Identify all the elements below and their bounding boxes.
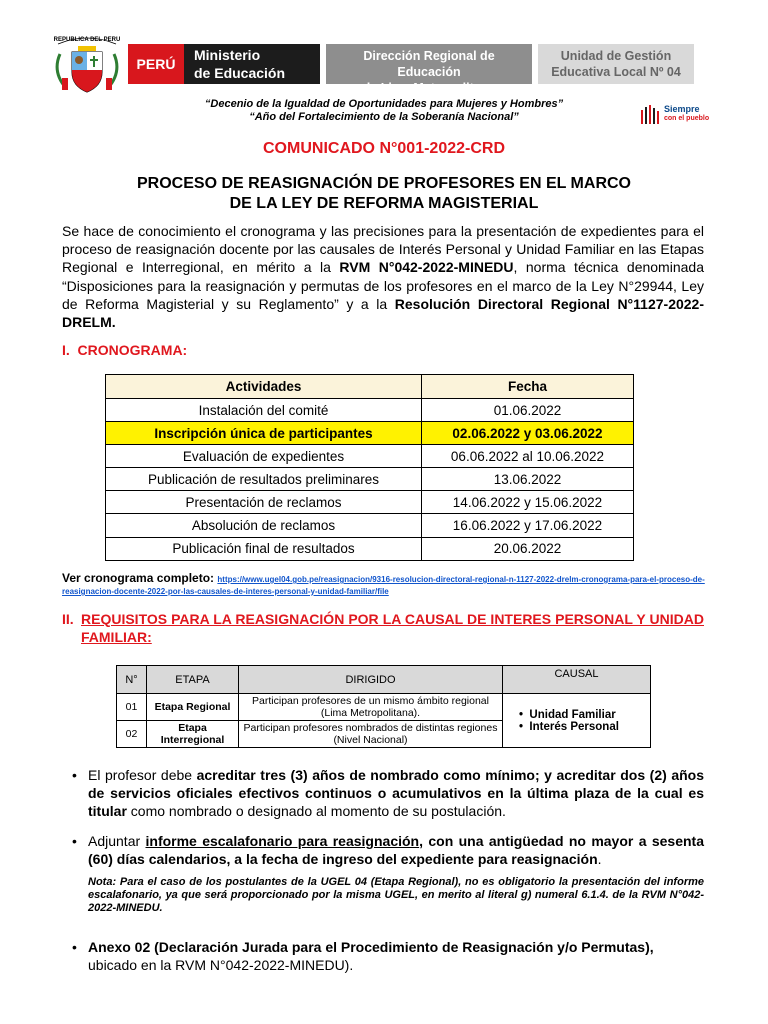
- bullet-text: El profesor debe: [88, 767, 197, 783]
- ugel-line1: Unidad de Gestión: [560, 49, 672, 63]
- table-row: [106, 514, 634, 537]
- nota-ugel04: Nota: Para el caso de los postulantes de la UGEL 04 (Etapa Regional), no es obligatorio la presentación del informe escalafonario, ya que será proporcionado por la misma UGEL, en merito al literal g) numeral 6.1.4. de la RVM N°042-2022-MINEDU.: [88, 876, 704, 914]
- comunicado-number: COMUNICADO N°001-2022-CRD: [263, 140, 505, 157]
- activity-cell: Inscripción única de participantes: [106, 422, 422, 445]
- row-dirigido: Participan profesores nombrados de distintas regiones (Nivel Nacional): [239, 721, 503, 748]
- bullet-icon: •: [72, 767, 77, 783]
- bullet-bold: Anexo 02 (Declaración Jurada para el Procedimiento de Reasignación y/o Permutas),: [88, 939, 654, 955]
- bullet-text: como nombrado o designado al momento de su postulación.: [126, 803, 506, 819]
- bullet-icon: •: [72, 939, 77, 955]
- row-number: 02: [117, 721, 147, 748]
- row-dirigido: Participan profesores de un mismo ámbito regional (Lima Metropolitana).: [239, 694, 503, 721]
- siempre-line1: Siempre: [664, 104, 700, 114]
- col-header: CAUSAL: [503, 666, 651, 694]
- ugel-brand: [538, 44, 694, 84]
- col-header: Fecha: [422, 375, 634, 399]
- table-header-row: [117, 666, 651, 694]
- ministry-brand: [184, 44, 320, 84]
- section2-number: II.: [62, 611, 74, 627]
- bullet-text: Adjuntar: [88, 833, 146, 849]
- intro-paragraph: [62, 222, 704, 331]
- bullet-bold-underlined: informe escalafonario para reasignación: [145, 833, 420, 849]
- requisito-antiguedad: [62, 766, 704, 820]
- ver-cronograma-label: Ver cronograma completo:: [62, 571, 215, 585]
- drelm-line1: Dirección Regional de Educación: [363, 49, 495, 79]
- intro-text-2: , norma técnica denominada “Disposiciones para la reasignación y permutas de los profesores en el marco de la Ley N°29944, Ley de Reforma Magisterial y su Reglamento” y a la: [62, 259, 704, 312]
- siempre-line2: con el pueblo: [664, 115, 710, 122]
- col-header: DIRIGIDO: [239, 666, 503, 694]
- table-row: [106, 468, 634, 491]
- bullet-icon: •: [519, 708, 524, 721]
- causal-item: [519, 721, 647, 733]
- date-cell: 13.06.2022: [422, 468, 634, 491]
- col-header: N°: [117, 666, 147, 694]
- ministry-line1: Ministerio: [194, 47, 261, 63]
- table-row: [106, 422, 634, 445]
- bullet-bold: acreditar tres (3) años de nombrado como mínimo; y acreditar dos (2) años de servicios oficiales efectivos continuos o acumulativos en la última plaza de la cual es titular: [88, 767, 704, 819]
- activity-cell: Publicación final de resultados: [106, 537, 422, 560]
- causal-label: Interés Personal: [529, 720, 619, 733]
- decenio-line2: “Año del Fortalecimiento de la Soberanía Nacional”: [249, 111, 519, 123]
- date-cell: 16.06.2022 y 17.06.2022: [422, 514, 634, 537]
- cronograma-table: [105, 374, 634, 561]
- cronograma-link[interactable]: https://www.ugel04.gob.pe/reasignacion/9316-resolucion-directoral-regional-n-1127-2022-drelm-cronograma-para-el-proceso-de-reasignacion-docente-2022-por-las-causales-de-interes-personal-y-unidad-familiar/file: [62, 575, 705, 596]
- table-row: [106, 537, 634, 560]
- col-header: Actividades: [106, 375, 422, 399]
- letterhead: [52, 30, 712, 98]
- col-header: ETAPA: [147, 666, 239, 694]
- date-cell: 02.06.2022 y 03.06.2022: [422, 422, 634, 445]
- peru-brand: PERÚ: [128, 44, 184, 84]
- activity-cell: Evaluación de expedientes: [106, 445, 422, 468]
- row-etapa: Etapa Interregional: [147, 721, 239, 748]
- table-row: [117, 694, 651, 721]
- activity-cell: Publicación de resultados preliminares: [106, 468, 422, 491]
- intro-rvm: RVM N°042-2022-MINEDU: [339, 259, 514, 276]
- date-cell: 06.06.2022 al 10.06.2022: [422, 445, 634, 468]
- intro-text-1: Se hace de conocimiento el cronograma y las precisiones para la presentación de expedientes para el proceso de reasignación docente por las causales de Interés Personal y Unidad Familiar en las Etapas Regional e Interregional, en mérito a la: [62, 223, 704, 276]
- row-etapa: Etapa Regional: [147, 694, 239, 721]
- bullet-text: .: [597, 851, 602, 867]
- drelm-line2: de Lima Metropolitana: [362, 81, 496, 95]
- section-cronograma-heading: I. CRONOGRAMA:: [62, 342, 188, 358]
- shield-text: REPUBLICA DEL PERU: [53, 37, 121, 43]
- date-cell: 14.06.2022 y 15.06.2022: [422, 491, 634, 514]
- bullet-text: ubicado en la RVM N°042-2022-MINEDU).: [88, 957, 354, 973]
- peru-coat-of-arms-icon: [52, 32, 122, 96]
- table-row: [106, 491, 634, 514]
- bullet-icon: •: [519, 720, 524, 733]
- activity-cell: Absolución de reclamos: [106, 514, 422, 537]
- ministry-line2: de Educación: [194, 65, 286, 81]
- title-line2: DE LA LEY DE REFORMA MAGISTERIAL: [229, 195, 539, 212]
- activity-cell: Instalación del comité: [106, 399, 422, 422]
- causal-item: [519, 709, 647, 721]
- section2-text: REQUISITOS PARA LA REASIGNACIÓN POR LA CAUSAL DE INTERES PERSONAL Y UNIDAD FAMILIAR:: [81, 611, 704, 645]
- bullet-bold: , con una antigüedad no mayor a sesenta (60) días calendarios, a la fecha de ingreso del expediente para reasignación: [88, 833, 704, 867]
- date-cell: 20.06.2022: [422, 537, 634, 560]
- table-row: [106, 445, 634, 468]
- title-line1: PROCESO DE REASIGNACIÓN DE PROFESORES EN EL MARCO: [137, 175, 631, 192]
- date-cell: 01.06.2022: [422, 399, 634, 422]
- requisito-informe: [62, 832, 704, 868]
- requisito-anexo: [62, 938, 704, 974]
- drelm-brand: [326, 44, 532, 95]
- ugel-line2: Educativa Local Nº 04: [551, 65, 681, 79]
- table-row: [106, 399, 634, 422]
- causal-cell: [503, 694, 651, 748]
- decenio-line1: “Decenio de la Igualdad de Oportunidades para Mujeres y Hombres”: [204, 98, 564, 110]
- siempre-logo-icon: [640, 104, 662, 124]
- bullet-icon: •: [72, 833, 77, 849]
- activity-cell: Presentación de reclamos: [106, 491, 422, 514]
- table-header-row: [106, 375, 634, 399]
- siempre-con-el-pueblo-logo: [640, 104, 710, 126]
- intro-resolucion: Resolución Directoral Regional N°1127-2022-DRELM.: [62, 295, 704, 331]
- row-number: 01: [117, 694, 147, 721]
- document-title: [0, 174, 768, 214]
- section-requisitos-heading: [62, 610, 704, 646]
- ver-cronograma: [62, 573, 710, 597]
- requisitos-table: [116, 665, 651, 748]
- causal-label: Unidad Familiar: [529, 708, 616, 721]
